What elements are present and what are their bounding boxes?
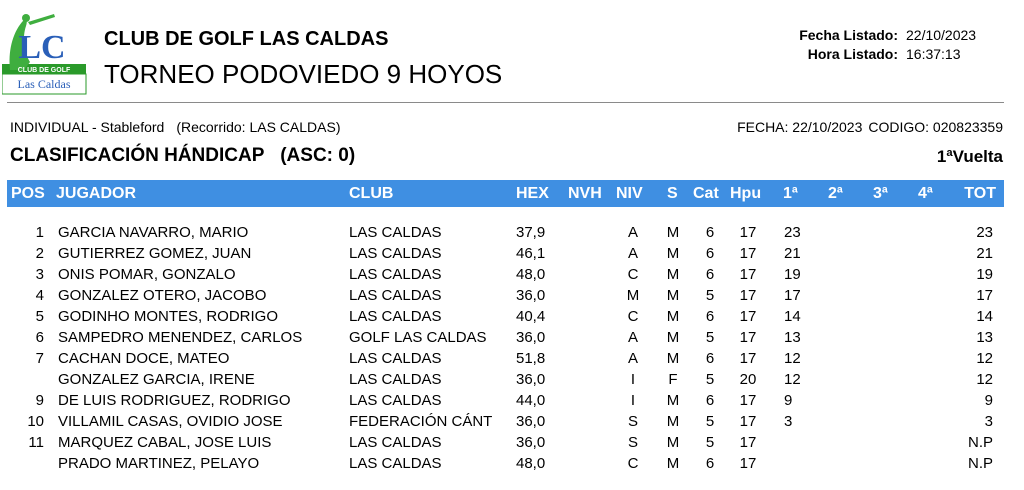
row-club: LAS CALDAS [349,266,442,283]
row-niv: A [627,350,638,367]
row-sex: M [666,329,680,346]
row-total: N.P [967,455,993,472]
row-club: LAS CALDAS [349,245,442,262]
row-cat: 5 [705,371,715,388]
row-niv: A [627,224,638,241]
row-niv: S [627,434,638,451]
table-row [0,264,1024,285]
row-club: LAS CALDAS [349,392,442,409]
col-club: CLUB [349,185,394,202]
svg-text:Las Caldas: Las Caldas [17,77,71,91]
listing-meta [799,26,988,64]
row-pos: 4 [35,287,44,304]
row-club: LAS CALDAS [349,371,442,388]
col-tot: TOT [964,185,996,202]
col-s: S [667,185,678,202]
row-total: 3 [984,413,993,430]
row-total: 12 [976,350,993,367]
col-nvh: NVH [568,185,602,202]
table-row [0,348,1024,369]
row-total: 17 [976,287,993,304]
row-hpu: 17 [739,287,757,304]
row-hex: 48,0 [516,455,546,472]
row-round-1: 12 [784,371,801,388]
hora-listado-label: Hora Listado: [807,46,898,62]
row-player: GUTIERREZ GOMEZ, JUAN [58,245,252,262]
row-sex: M [666,224,680,241]
row-hpu: 17 [739,224,757,241]
row-player: GARCIA NAVARRO, MARIO [58,224,249,241]
row-hpu: 17 [739,308,757,325]
row-sex: M [666,266,680,283]
row-sex: F [668,371,678,388]
row-cat: 5 [705,434,715,451]
table-row [0,411,1024,432]
row-pos: 6 [35,329,44,346]
row-player: DE LUIS RODRIGUEZ, RODRIGO [58,392,291,409]
row-player: GONZALEZ GARCIA, IRENE [58,371,255,388]
col-round-4: 4ª [918,185,933,202]
row-hpu: 17 [739,434,757,451]
row-pos: 7 [35,350,44,367]
row-hex: 51,8 [516,350,546,367]
classification-asc: (ASC: 0) [280,145,356,166]
row-sex: M [666,413,680,430]
row-hex: 36,0 [516,371,546,388]
row-niv: S [627,413,638,430]
col-jugador: JUGADOR [56,185,137,202]
svg-text:LC: LC [18,29,66,66]
club-logo [2,12,90,96]
row-hpu: 17 [739,392,757,409]
table-row [0,432,1024,453]
fecha-listado-label: Fecha Listado: [799,27,898,43]
row-hex: 36,0 [516,413,546,430]
row-club: LAS CALDAS [349,350,442,367]
date-code-info [737,119,1003,135]
row-player: SAMPEDRO MENENDEZ, CARLOS [58,329,303,346]
col-hpu: Hpu [730,185,762,202]
col-round-1: 1ª [783,185,798,202]
row-sex: M [666,308,680,325]
row-sex: M [666,245,680,262]
row-club: LAS CALDAS [349,224,442,241]
row-hpu: 17 [739,350,757,367]
row-club: LAS CALDAS [349,434,442,451]
col-cat: Cat [693,185,719,202]
row-round-1: 23 [784,224,801,241]
tournament-title: TORNEO PODOVIEDO 9 HOYOS [104,59,503,89]
row-round-1: 13 [784,329,801,346]
row-hpu: 20 [739,371,757,388]
row-round-1: 17 [784,287,801,304]
row-player: CACHAN DOCE, MATEO [58,350,230,367]
row-hex: 36,0 [516,329,546,346]
row-player: PRADO MARTINEZ, PELAYO [58,455,260,472]
col-hex: HEX [516,185,549,202]
classification-name: CLASIFICACIÓN HÁNDICAP [10,145,265,166]
row-sex: M [666,392,680,409]
row-cat: 6 [705,266,715,283]
row-sex: M [666,434,680,451]
row-total: 21 [976,245,993,262]
row-hex: 37,9 [516,224,546,241]
row-niv: A [627,245,638,262]
round-label: 1ªVuelta [936,147,1003,166]
row-total: 12 [976,371,993,388]
row-total: 13 [976,329,993,346]
course-info: (Recorrido: LAS CALDAS) [176,119,341,135]
club-name: CLUB DE GOLF LAS CALDAS [104,28,389,50]
row-niv: I [630,392,636,409]
row-hpu: 17 [739,413,757,430]
row-club: GOLF LAS CALDAS [349,329,487,346]
row-club: FEDERACIÓN CÁNT [349,413,493,430]
row-sex: M [666,350,680,367]
row-hpu: 17 [739,455,757,472]
table-row [0,243,1024,264]
row-total: N.P [967,434,993,451]
row-cat: 6 [705,308,715,325]
row-round-1: 12 [784,350,801,367]
table-row [0,390,1024,411]
row-round-1: 14 [784,308,801,325]
table-header [7,180,1004,207]
row-niv: A [627,329,638,346]
row-niv: C [627,308,639,325]
row-cat: 5 [705,413,715,430]
table-row [0,306,1024,327]
row-niv: C [627,455,639,472]
table-row [0,327,1024,348]
row-pos: 9 [35,392,44,409]
row-niv: M [626,287,640,304]
row-hex: 44,0 [516,392,546,409]
row-club: LAS CALDAS [349,287,442,304]
table-row [0,285,1024,306]
col-round-3: 3ª [873,185,888,202]
row-round-1: 9 [784,392,793,409]
row-sex: M [666,287,680,304]
row-cat: 6 [705,350,715,367]
row-hex: 36,0 [516,434,546,451]
header-divider [7,102,1004,103]
row-niv: I [630,371,636,388]
competition-date: FECHA: 22/10/2023 [737,119,863,135]
row-player: VILLAMIL CASAS, OVIDIO JOSE [58,413,283,430]
row-hex: 40,4 [516,308,546,325]
row-player: MARQUEZ CABAL, JOSE LUIS [58,434,272,451]
row-pos: 5 [35,308,44,325]
table-row [0,453,1024,474]
row-cat: 6 [705,455,715,472]
row-round-1: 19 [784,266,801,283]
fecha-listado-value: 22/10/2023 [906,27,977,43]
svg-text:CLUB DE GOLF: CLUB DE GOLF [17,67,71,74]
row-round-1: 21 [784,245,801,262]
row-hpu: 17 [739,329,757,346]
competition-info [10,119,341,135]
col-round-2: 2ª [828,185,843,202]
row-pos: 1 [35,224,44,241]
competition-code: CODIGO: 020823359 [868,119,1003,135]
row-niv: C [627,266,639,283]
hora-listado-value: 16:37:13 [906,46,961,62]
row-round-1: 3 [784,413,793,430]
row-total: 23 [976,224,993,241]
row-cat: 6 [705,245,715,262]
row-cat: 5 [705,329,715,346]
row-club: LAS CALDAS [349,308,442,325]
row-pos: 11 [28,434,44,451]
row-pos: 2 [35,245,44,262]
row-hex: 48,0 [516,266,546,283]
competition-mode: INDIVIDUAL - Stableford [10,119,165,135]
row-sex: M [666,455,680,472]
col-niv: NIV [616,185,643,202]
row-total: 9 [984,392,993,409]
row-cat: 6 [705,392,715,409]
row-player: ONIS POMAR, GONZALO [58,266,236,283]
row-club: LAS CALDAS [349,455,442,472]
results-table [0,222,1024,474]
row-player: GODINHO MONTES, RODRIGO [58,308,279,325]
row-total: 14 [976,308,993,325]
row-pos: 3 [35,266,44,283]
row-cat: 5 [705,287,715,304]
col-pos: POS [11,185,45,202]
row-hex: 46,1 [516,245,546,262]
row-hex: 36,0 [516,287,546,304]
row-player: GONZALEZ OTERO, JACOBO [58,287,267,304]
table-row [0,222,1024,243]
row-cat: 6 [705,224,715,241]
row-hpu: 17 [739,245,757,262]
row-pos: 10 [27,413,44,430]
classification-title [10,145,355,167]
table-row [0,369,1024,390]
row-hpu: 17 [739,266,757,283]
row-total: 19 [976,266,993,283]
